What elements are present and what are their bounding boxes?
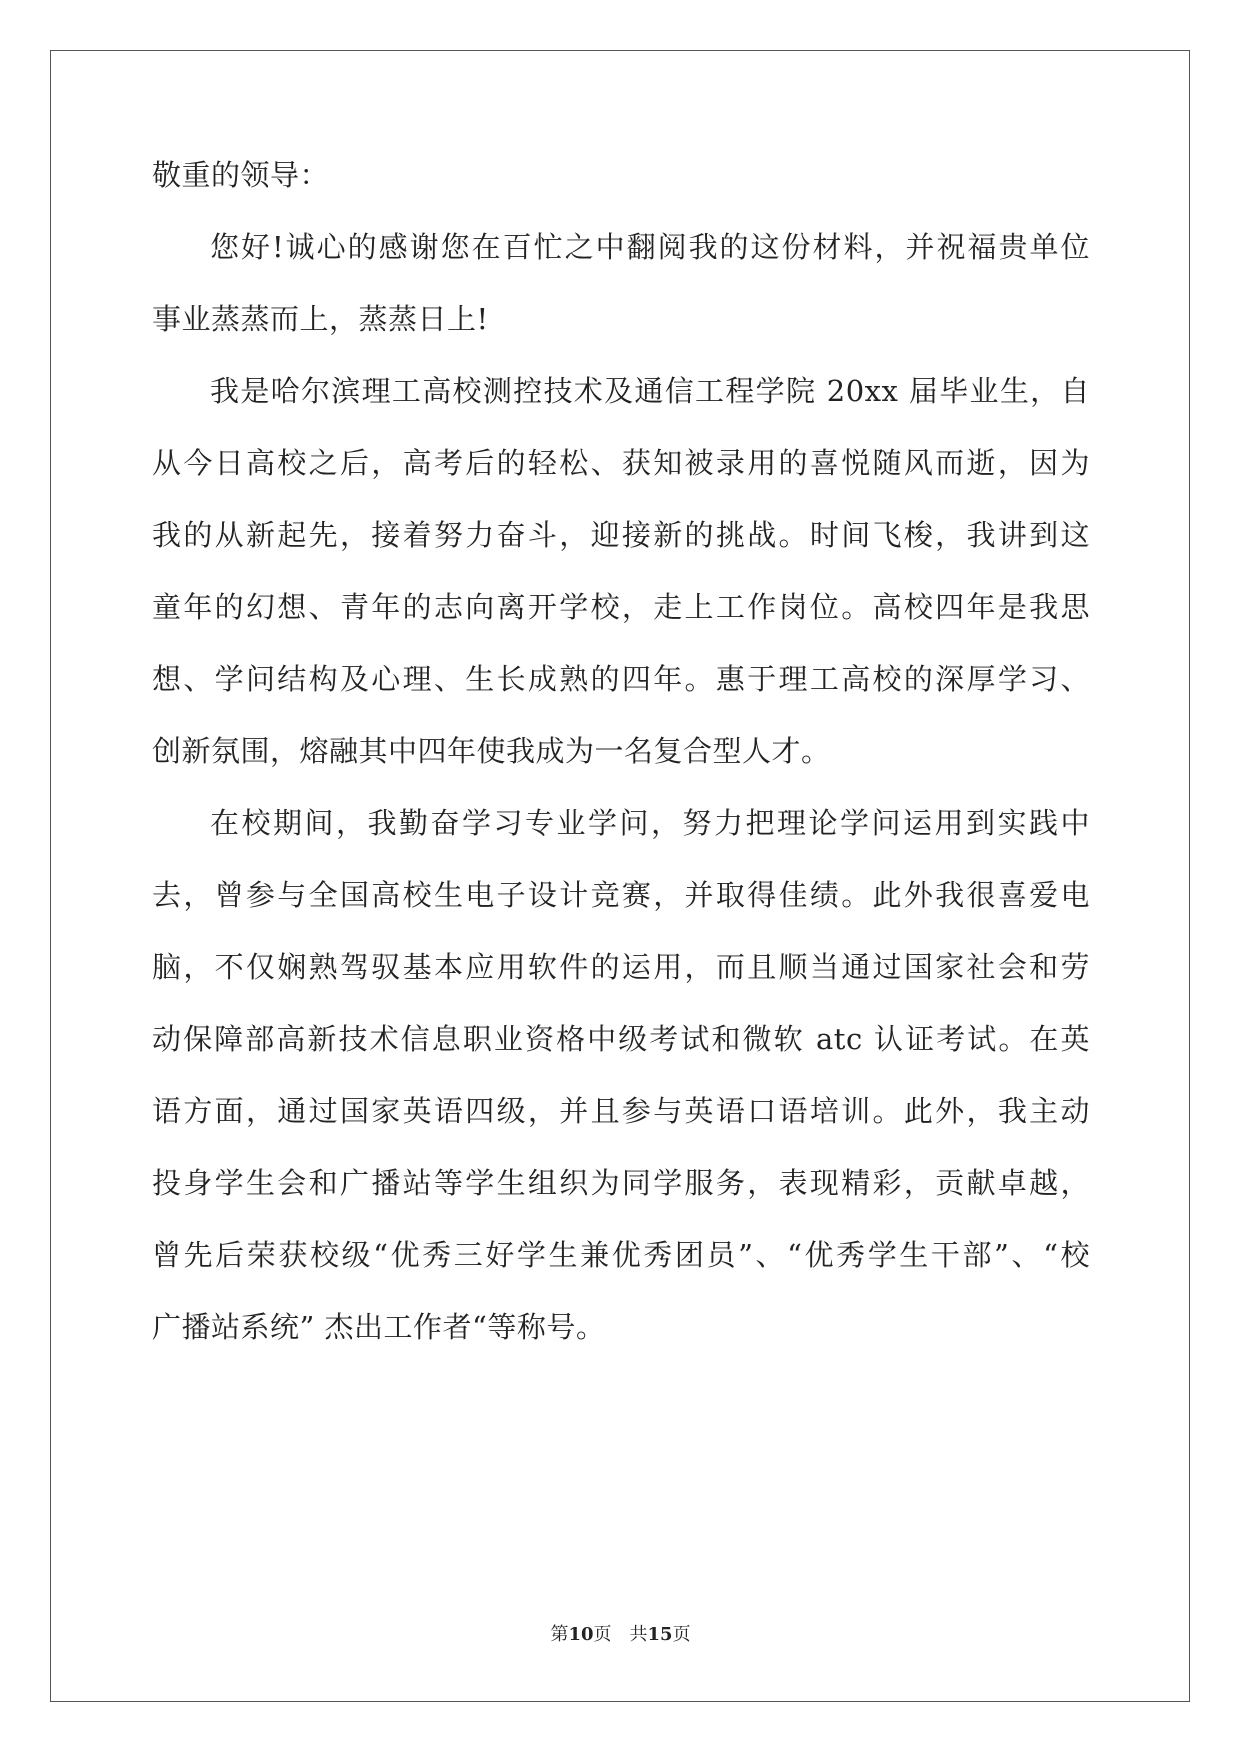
paragraph-2-line-6: 创新氛围，熔融其中四年使我成为一名复合型人才。: [152, 734, 831, 768]
paragraph-3-line-8: 广播站系统” 杰出工作者“等称号。: [152, 1310, 606, 1344]
current-page-number: 10: [568, 1624, 594, 1645]
paragraph-3-line-1: 在校期间，我勤奋学习专业学问，努力把理论学问运用到实践中: [210, 806, 1090, 840]
salutation: 敬重的领导：: [152, 158, 330, 192]
footer-suffix: 页: [672, 1624, 691, 1645]
paragraph-3-line-6: 投身学生会和广播站等学生组织为同学服务，表现精彩，贡献卓越，: [152, 1166, 1090, 1200]
paragraph-3-line-4: 动保障部高新技术信息职业资格中级考试和微软 atc 认证考试。在英: [152, 1022, 1090, 1056]
paragraph-3-line-2: 去，曾参与全国高校生电子设计竞赛，并取得佳绩。此外我很喜爱电: [152, 878, 1090, 912]
paragraph-2-line-5: 想、学问结构及心理、生长成熟的四年。惠于理工高校的深厚学习、: [152, 662, 1090, 696]
paragraph-2-line-2: 从今日高校之后，高考后的轻松、获知被录用的喜悦随风而逝，因为: [152, 446, 1090, 480]
paragraph-1-line-1: 您好!诚心的感谢您在百忙之中翻阅我的这份材料，并祝福贵单位: [210, 230, 1090, 264]
paragraph-2-line-3: 我的从新起先，接着努力奋斗，迎接新的挑战。时间飞梭，我讲到这: [152, 518, 1090, 552]
paragraph-3-line-5: 语方面，通过国家英语四级，并且参与英语口语培训。此外，我主动: [152, 1094, 1090, 1128]
page-footer: [0, 1620, 1241, 1646]
paragraph-1-line-2: 事业蒸蒸而上，蒸蒸日上!: [152, 302, 489, 336]
footer-prefix: 第: [550, 1624, 569, 1645]
paragraph-3-line-7: 曾先后荣获校级“优秀三好学生兼优秀团员”、“优秀学生干部”、“校: [152, 1238, 1090, 1272]
footer-total-prefix: 共: [629, 1624, 648, 1645]
paragraph-2-line-1: 我是哈尔滨理工高校测控技术及通信工程学院 20xx 届毕业生，自: [210, 374, 1090, 408]
paragraph-3-line-3: 脑，不仅娴熟驾驭基本应用软件的运用，而且顺当通过国家社会和劳: [152, 950, 1090, 984]
footer-page-word: 页: [593, 1624, 612, 1645]
total-pages-number: 15: [647, 1624, 673, 1645]
paragraph-2-line-4: 童年的幻想、青年的志向离开学校，走上工作岗位。高校四年是我思: [152, 590, 1090, 624]
